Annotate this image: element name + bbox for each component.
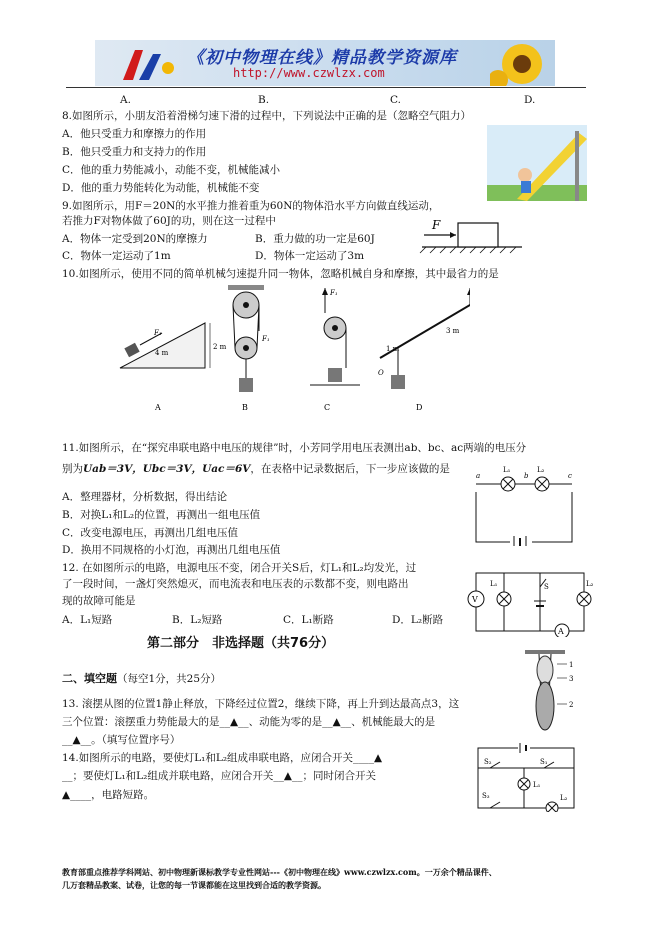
header-banner — [95, 40, 555, 86]
svg-text:F₁: F₁ — [330, 289, 338, 297]
q8-option-b: B．他只受重力和支持力的作用 — [62, 146, 207, 158]
fig-label-a: A — [155, 403, 161, 412]
q10-stem: 10.如图所示，使用不同的简单机械匀速提升同一物体，忽略机械自身和摩擦，其中最省力的是 — [62, 268, 499, 280]
q13-line-3: __▲__。（填写位置序号） — [62, 734, 181, 746]
q9-option-b: B．重力做的功一定是60J — [255, 233, 375, 245]
q11-option-b: B．对换L₁和L₂的位置，再测出一组电压值 — [62, 509, 261, 521]
q12-option-d: D．L₂断路 — [392, 614, 444, 626]
q8-option-a: A．他只受重力和摩擦力的作用 — [62, 128, 207, 140]
q8-option-d: D．他的重力势能转化为动能，机械能不变 — [62, 182, 260, 194]
svg-text:L₁: L₁ — [490, 580, 498, 588]
fig-label-b: B — [242, 403, 248, 412]
footer-line-1: 教育部重点推荐学科网站、初中物理新课标教学专业性网站---《初中物理在线》www.czwlzx.com。一万余个精品课件、 — [62, 867, 497, 877]
simple-machines-figure — [110, 283, 470, 418]
fig-label-d: D — [416, 403, 423, 412]
banner-title: 《初中物理在线》精品教学资源库 — [187, 48, 457, 68]
q9-option-d: D．物体一定运动了3m — [255, 250, 365, 262]
footer-line-2: 几万套精品教案、试卷，让您的每一节课都能在这里找到合适的教学资源。 — [62, 880, 326, 890]
fill-section-heading: 二、填空题（每空1分，共25分） — [62, 672, 222, 685]
parallel-circuit-figure — [462, 567, 598, 637]
q12-option-c: C．L₁断路 — [283, 614, 334, 626]
svg-text:S₁: S₁ — [540, 758, 548, 766]
svg-text:O: O — [378, 369, 384, 377]
q12-stem-1: 12. 在如图所示的电路，电源电压不变，闭合开关S后，灯L₁和L₂均发光，过 — [62, 562, 417, 574]
prev-option-a: A. — [120, 94, 131, 106]
q11-formula: Uab＝3V，Ubc＝3V，Uac＝6V — [83, 463, 251, 475]
part2-heading: 第二部分 非选择题（共76分） — [147, 636, 335, 651]
sunflower-icon — [490, 40, 555, 86]
svg-text:A: A — [558, 627, 564, 636]
svg-text:L₂: L₂ — [586, 580, 594, 588]
svg-text:L₂: L₂ — [537, 466, 545, 474]
logo-icon — [113, 44, 183, 84]
force-label: F — [432, 218, 441, 232]
svg-text:4 m: 4 m — [155, 349, 169, 357]
svg-text:2 m: 2 m — [213, 343, 227, 351]
svg-text:S₃: S₃ — [482, 792, 490, 800]
svg-text:S: S — [544, 583, 549, 591]
svg-text:2: 2 — [569, 701, 574, 709]
q12-option-b: B．L₂短路 — [172, 614, 223, 626]
prev-option-c: C. — [390, 94, 401, 106]
svg-text:1 m: 1 m — [386, 345, 400, 353]
svg-text:b: b — [524, 472, 529, 480]
q14-line-2: __；要使灯L₁和L₂组成并联电路，应闭合开关__▲__；同时闭合开关 — [62, 770, 376, 782]
svg-text:a: a — [476, 472, 481, 480]
header-rule — [66, 87, 586, 88]
q9-stem-1: 9.如图所示，用F＝20N的水平推力推着重为60N的物体沿水平方向做直线运动， — [62, 200, 440, 212]
q9-option-c: C．物体一定运动了1m — [62, 250, 171, 262]
series-circuit-figure — [470, 462, 578, 546]
banner-url[interactable]: http://www.czwlzx.com — [233, 66, 385, 80]
q8-stem: 8.如图所示，小朋友沿着滑梯匀速下滑的过程中，下列说法中正确的是（忽略空气阻力） — [62, 110, 472, 122]
q9-option-a: A．物体一定受到20N的摩擦力 — [62, 233, 208, 245]
q13-line-1: 13. 滚摆从图的位置1静止释放，下降经过位置2，继续下降，再上升到达最高点3，这 — [62, 698, 460, 710]
q12-option-a: A．L₁短路 — [62, 614, 113, 626]
svg-text:F₁: F₁ — [154, 329, 162, 337]
svg-text:V: V — [472, 595, 478, 604]
q11-option-c: C．改变电源电压，再测出几组电压值 — [62, 527, 239, 539]
q14-line-3: ▲____，电路短路。 — [62, 789, 155, 801]
q12-stem-2: 了一段时间，一盏灯突然熄灭，而电流表和电压表的示数都不变，则电路出 — [62, 578, 409, 590]
svg-text:c: c — [568, 472, 572, 480]
slide-figure — [487, 125, 587, 201]
q11-stem-2: 别为Uab＝3V，Ubc＝3V，Uac＝6V，在表格中记录数据后，下一步应该做的是 — [62, 463, 450, 475]
svg-text:L₁: L₁ — [503, 466, 511, 474]
svg-text:3 m: 3 m — [446, 327, 460, 335]
q11-option-d: D．换用不同规格的小灯泡，再测出几组电压值 — [62, 544, 281, 556]
svg-text:1: 1 — [569, 661, 574, 669]
svg-text:L₂: L₂ — [560, 794, 568, 802]
q11-stem-1: 11.如图所示，在“探究串联电路中电压的规律”时，小芳同学用电压表测出ab、bc、ac两端的电压分 — [62, 442, 527, 454]
q14-line-1: 14.如图所示的电路，要使灯L₁和L₂组成串联电路，应闭合开关____▲ — [62, 752, 383, 764]
svg-text:S₂: S₂ — [484, 758, 492, 766]
prev-option-b: B. — [258, 94, 270, 106]
fig-label-c: C — [324, 403, 331, 412]
svg-text:F₁: F₁ — [262, 335, 270, 343]
maxwell-wheel-figure — [515, 650, 583, 732]
switch-circuit-figure — [470, 740, 582, 812]
q8-option-c: C．他的重力势能减小，动能不变，机械能减小 — [62, 164, 281, 176]
q9-stem-2: 若推力F对物体做了60J的功，则在这一过程中 — [62, 215, 276, 227]
q11-option-a: A．整理器材，分析数据，得出结论 — [62, 491, 228, 503]
prev-option-d: D. — [524, 94, 536, 106]
q13-line-2: 三个位置：滚摆重力势能最大的是__▲__、动能为零的是__▲__、机械能最大的是 — [62, 716, 436, 728]
svg-text:L₁: L₁ — [533, 781, 541, 789]
svg-text:3: 3 — [569, 675, 574, 683]
push-block-figure — [418, 213, 526, 255]
q12-stem-3: 现的故障可能是 — [62, 595, 136, 607]
